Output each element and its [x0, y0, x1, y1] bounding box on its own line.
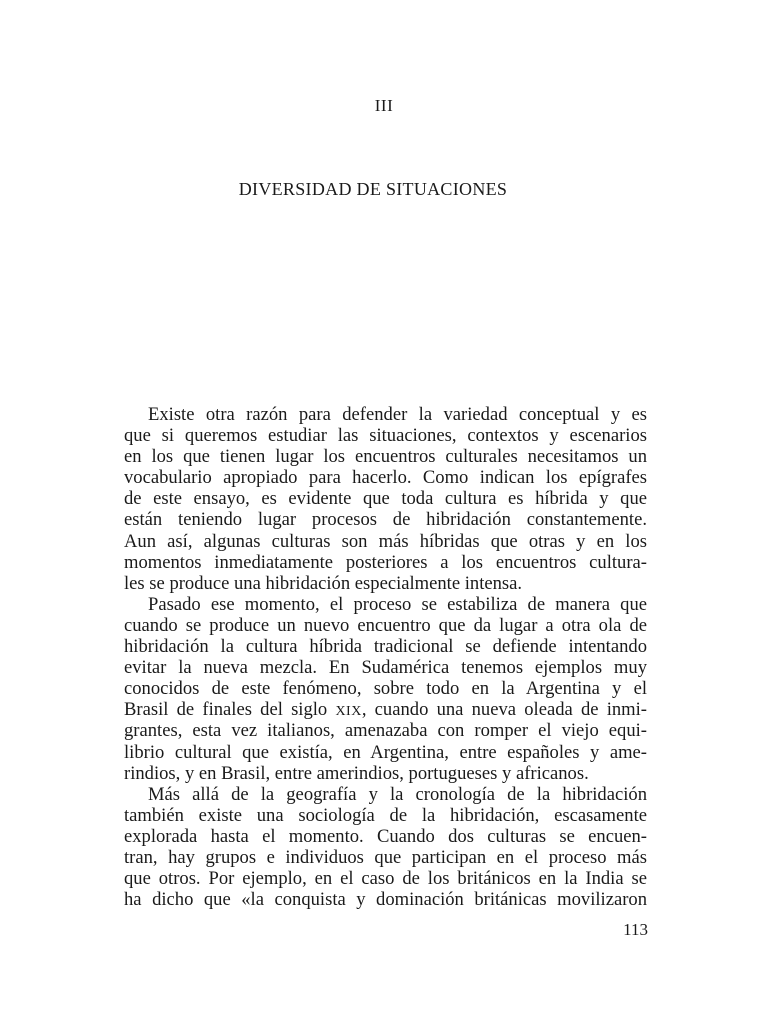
chapter-title: DIVERSIDAD DE SITUACIONES	[238, 179, 508, 199]
paragraph-line: que otros. Por ejemplo, en el caso de los británicos en la India se	[124, 868, 647, 890]
paragraph-line: les se produce una hibridación especialmente intensa.	[124, 572, 523, 594]
body-text	[124, 404, 647, 910]
paragraph-line: tran, hay grupos e individuos que participan en el proceso más	[124, 846, 647, 868]
paragraph-line: conocidos de este fenómeno, sobre todo en la Argentina y el	[124, 678, 647, 700]
paragraph-line: están teniendo lugar procesos de hibridación constantemente.	[124, 509, 647, 531]
paragraph-line: Existe otra razón para defender la variedad conceptual y es	[148, 404, 647, 425]
paragraph-line: hibridación la cultura híbrida tradicional se defiende intentando	[124, 636, 647, 658]
paragraph-line: momentos inmediatamente posteriores a los encuentros cultura-	[124, 551, 647, 573]
paragraph-line: también existe una sociología de la hibridación, escasamente	[124, 804, 647, 826]
paragraph-line: de este ensayo, es evidente que toda cultura es híbrida y que	[124, 488, 647, 510]
paragraph-line: rindios, y en Brasil, entre amerindios, portugueses y africanos.	[124, 762, 589, 784]
paragraph-line: Más allá de la geografía y la cronología de la hibridación	[148, 783, 647, 805]
paragraph-line: en los que tienen lugar los encuentros culturales necesitamos un	[124, 446, 647, 468]
page-number: 113	[623, 920, 648, 939]
line-segment: Brasil de finales del siglo	[124, 699, 336, 721]
paragraph-line: que si queremos estudiar las situaciones, contextos y escenarios	[124, 425, 647, 447]
paragraph-line: cuando se produce un nuevo encuentro que da lugar a otra ola de	[124, 614, 647, 636]
paragraph-line: evitar la nueva mezcla. En Sudamérica tenemos ejemplos muy	[124, 657, 647, 679]
paragraph-line: Aun así, algunas culturas son más híbridas que otras y en los	[124, 530, 647, 552]
paragraph-line: explorada hasta el momento. Cuando dos culturas se encuen-	[124, 825, 647, 847]
paragraph-line: librio cultural que existía, en Argentina, entre españoles y ame-	[124, 741, 647, 763]
paragraph-line	[124, 699, 647, 720]
paragraph-line: grantes, esta vez italianos, amenazaba con romper el viejo equi-	[124, 720, 647, 742]
chapter-number: III	[374, 96, 394, 115]
line-segment: , cuando una nueva oleada de inmi-	[361, 699, 647, 721]
paragraph-line: Pasado ese momento, el proceso se estabiliza de manera que	[148, 593, 647, 615]
paragraph-line: ha dicho que «la conquista y dominación británicas movilizaron	[124, 889, 647, 911]
roman-numeral: XIX	[335, 704, 362, 720]
paragraph-line: vocabulario apropiado para hacerlo. Como indican los epígrafes	[124, 467, 647, 489]
